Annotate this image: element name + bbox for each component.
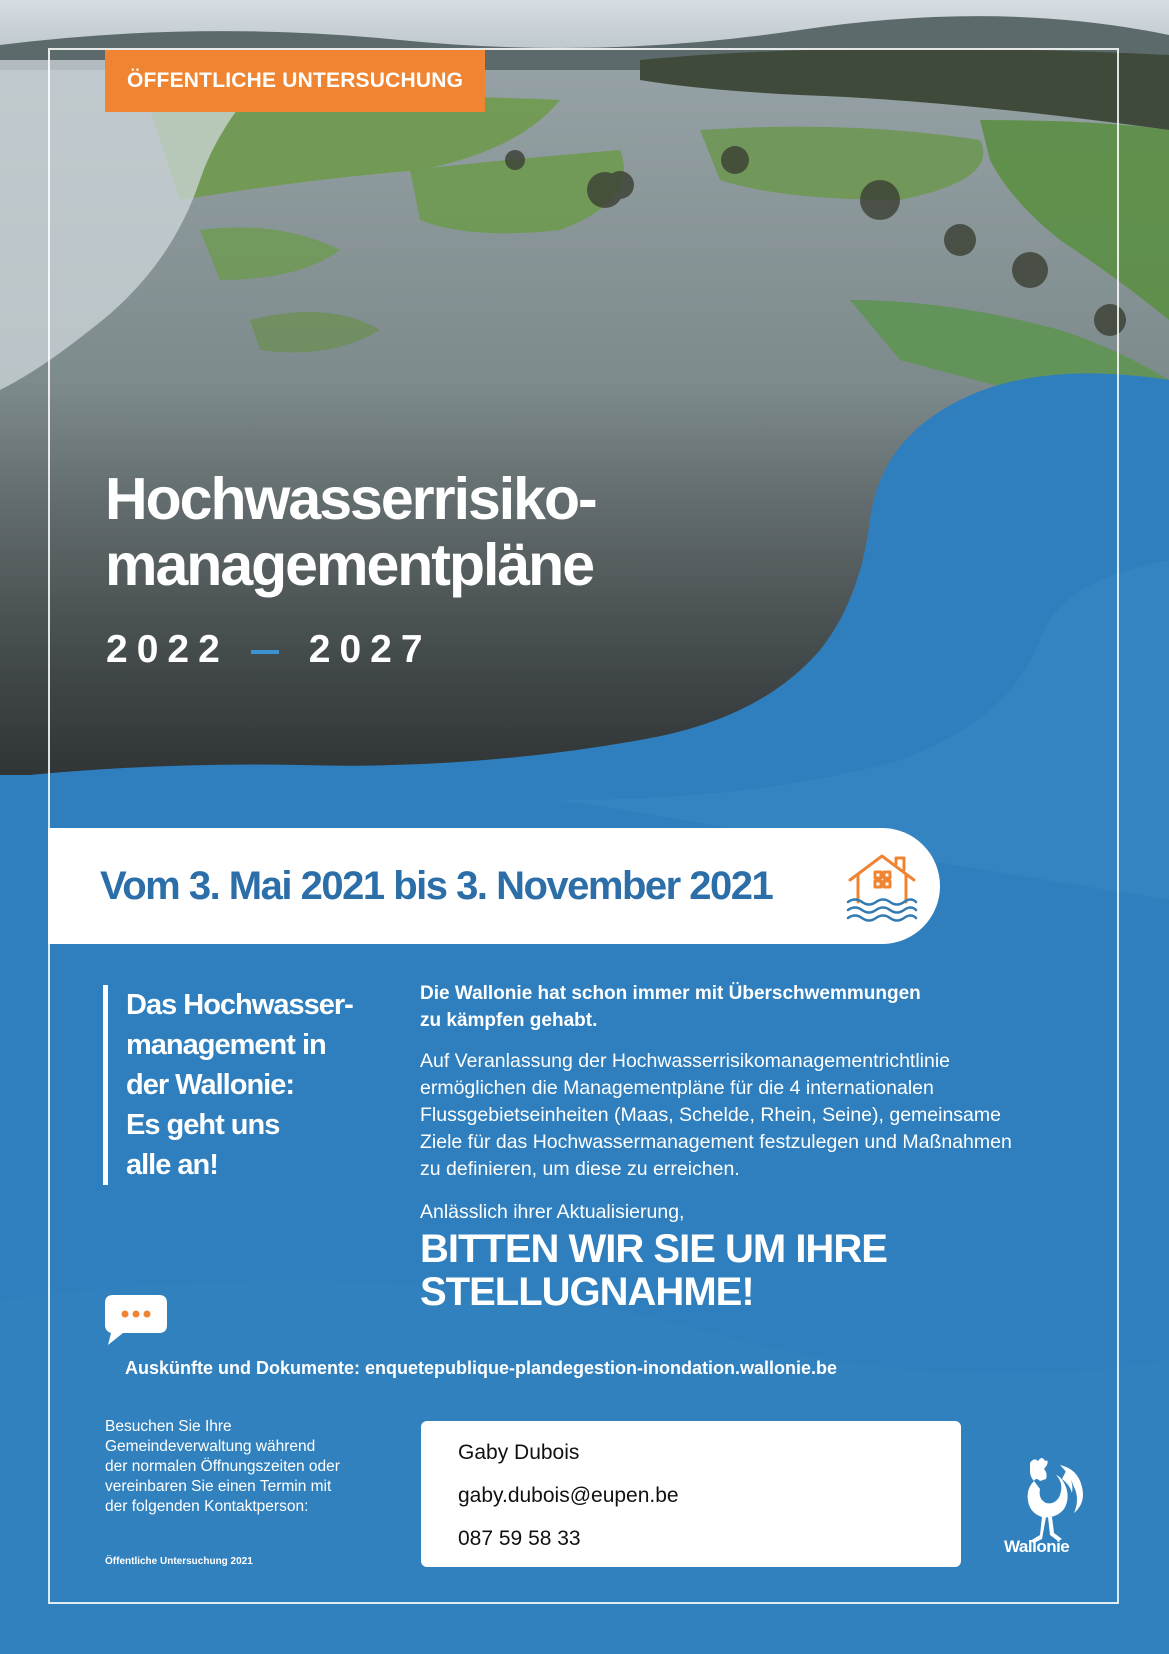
- sidebar-line: der Wallonie:: [126, 1069, 294, 1101]
- lead-line-2: zu kämpfen gehabt.: [420, 1010, 598, 1031]
- contact-box: [421, 1421, 961, 1567]
- poster-title: [105, 466, 596, 598]
- public-inquiry-tag: ÖFFENTLICHE UNTERSUCHUNG: [105, 50, 485, 112]
- para-line: ermöglichen die Managementpläne für die 4 internationalen: [420, 1077, 934, 1099]
- lead-paragraph: [420, 980, 1100, 1034]
- flooded-house-icon: [844, 850, 920, 924]
- sidebar-heading: [103, 985, 353, 1185]
- inquiry-dates: Vom 3. Mai 2021 bis 3. November 2021: [100, 864, 773, 908]
- visit-line: Gemeindeverwaltung während: [105, 1438, 316, 1455]
- year-end: 2027: [308, 628, 432, 671]
- para-line: Flussgebietseinheiten (Maas, Schelde, Rhein, Seine), gemeinsame: [420, 1104, 1001, 1126]
- lead-line-1: Die Wallonie hat schon immer mit Überschwemmungen: [420, 983, 921, 1004]
- year-range: [106, 628, 432, 672]
- footer-note: Öffentliche Untersuchung 2021: [105, 1556, 253, 1567]
- year-start: 2022: [106, 628, 229, 671]
- pre-cta-text: Anlässlich ihrer Aktualisierung,: [420, 1201, 685, 1223]
- cta-line-2: STELLUGNAHME!: [420, 1270, 754, 1314]
- chat-bubble-icon: [105, 1295, 167, 1347]
- sidebar-line: management in: [126, 1029, 326, 1061]
- wallonie-logo-text: Wallonie: [1004, 1537, 1070, 1556]
- body-text: [420, 980, 1100, 1314]
- sidebar-line: Das Hochwasser-: [126, 989, 353, 1021]
- para-line: Auf Veranlassung der Hochwasserrisikomanagementrichtlinie: [420, 1050, 951, 1072]
- visit-line: vereinbaren Sie einen Termin mit: [105, 1478, 332, 1495]
- contact-email: gaby.dubois@eupen.be: [458, 1484, 679, 1507]
- directive-paragraph: [420, 1048, 1100, 1183]
- sidebar-line: alle an!: [126, 1149, 218, 1181]
- cta-line-1: BITTEN WIR SIE UM IHRE: [420, 1227, 887, 1271]
- date-band: [48, 828, 940, 944]
- info-website: Auskünfte und Dokumente: enquetepublique-plandegestion-inondation.wallonie.be: [125, 1358, 838, 1378]
- title-line-1: Hochwasserrisiko-: [105, 466, 596, 532]
- para-line: zu definieren, um diese zu erreichen.: [420, 1158, 740, 1180]
- contact-phone: 087 59 58 33: [458, 1527, 581, 1550]
- visit-line: der normalen Öffnungszeiten oder: [105, 1458, 340, 1475]
- title-line-2: managementpläne: [105, 532, 594, 598]
- visit-line: der folgenden Kontaktperson:: [105, 1498, 309, 1515]
- call-to-action: [420, 1228, 1100, 1314]
- visit-line: Besuchen Sie Ihre: [105, 1418, 232, 1435]
- year-dash: [251, 650, 279, 654]
- sidebar-line: Es geht uns: [126, 1109, 280, 1141]
- visit-instructions: [105, 1417, 375, 1517]
- contact-name: Gaby Dubois: [458, 1441, 580, 1464]
- para-line: Ziele für das Hochwassermanagement festzulegen und Maßnahmen: [420, 1131, 1012, 1153]
